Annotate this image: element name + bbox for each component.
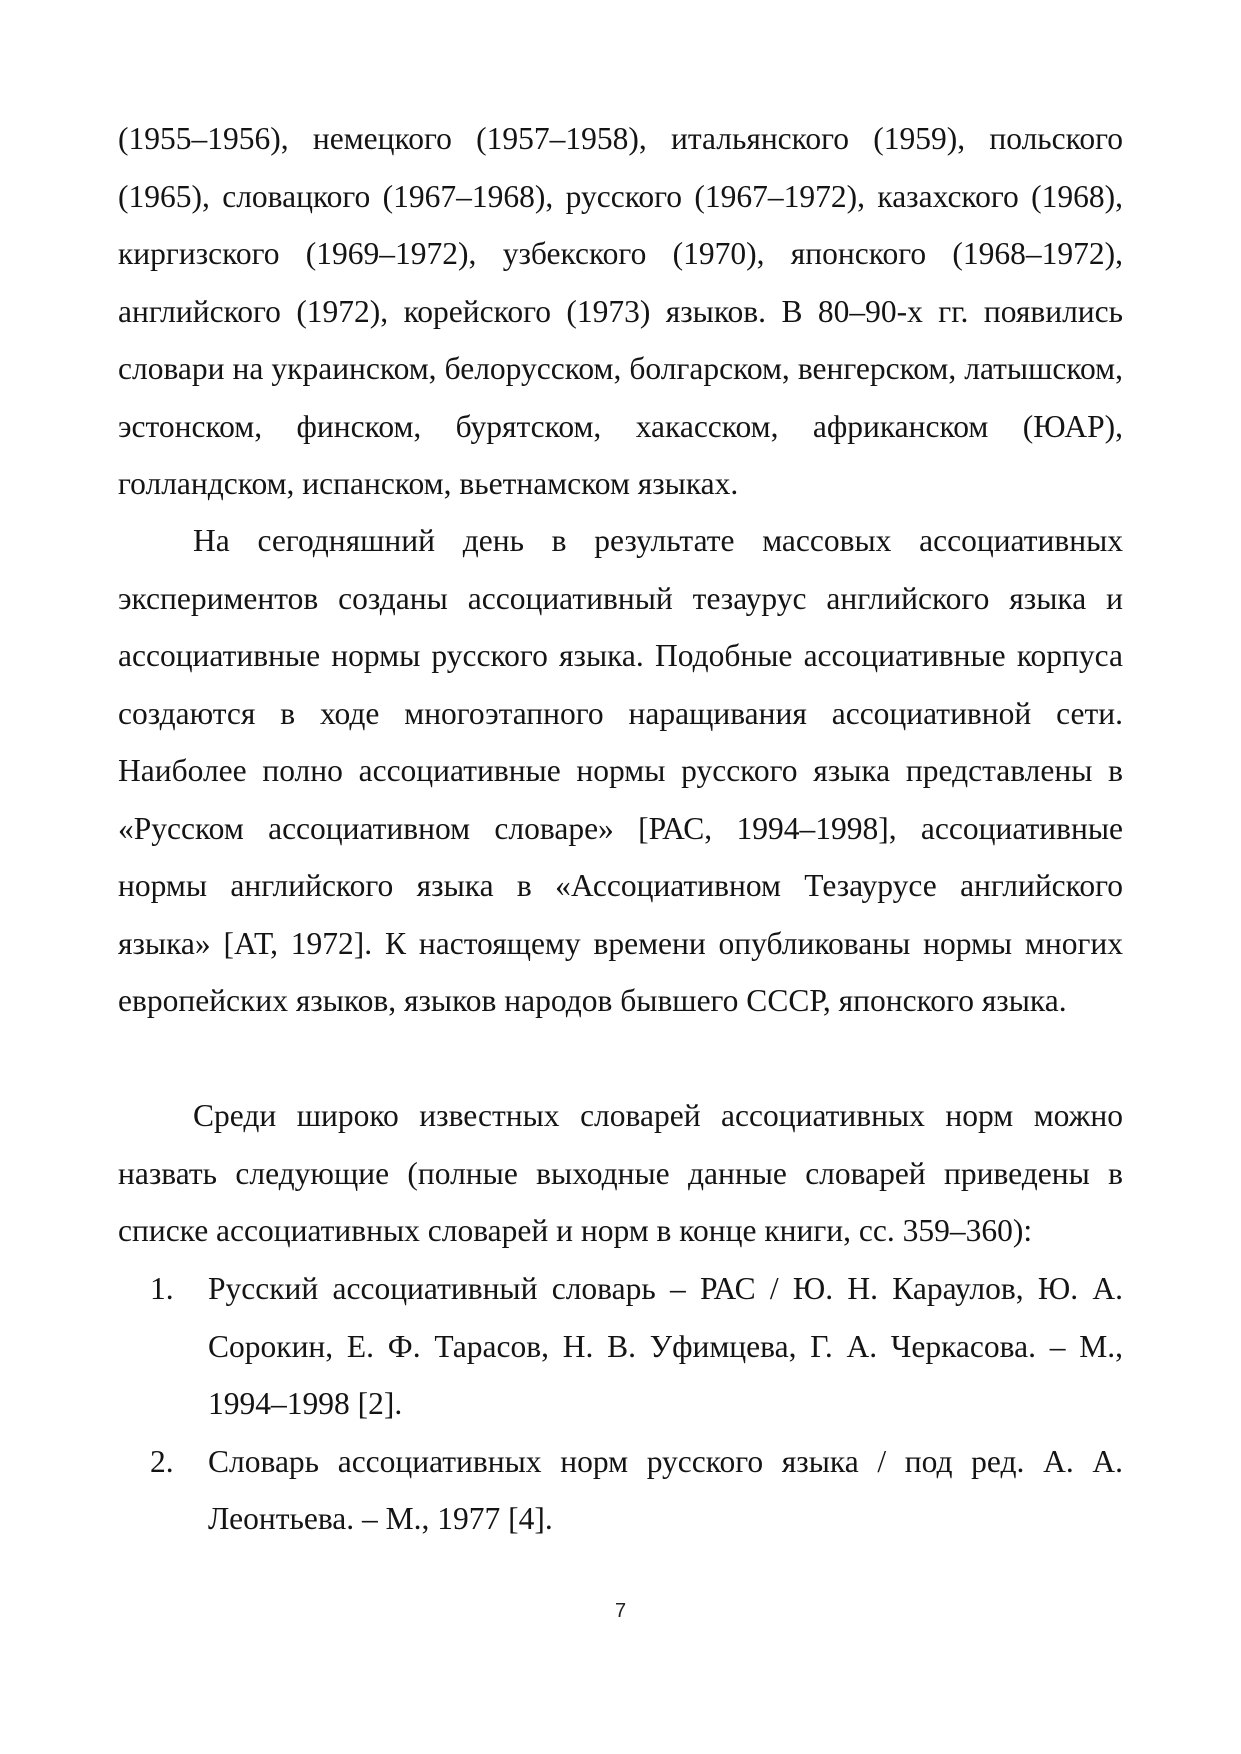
paragraph-2: На сегодняшний день в результате массовых ассоциативных экспериментов созданы ассоциативный тезаурус английского языка и ассоциативные нормы русского языка. Подобные ассоциативные корпуса создаются в ходе многоэтапного наращивания ассоциативной сети. Наиболее полно ассоциативные нормы русского языка представлены в «Русском ассоциативном словаре» [РАС, 1994–1998], ассоциативные нормы английского языка в «Ассоциативном Тезаурусе английского языка» [АТ, 1972]. К настоящему времени опубликованы нормы многих европейских языков, языков народов бывшего СССР, японского языка. [118, 523, 1123, 1018]
list-item-text: Словарь ассоциативных норм русского языка / под ред. А. А. Леонтьева. – М., 1977 [4]. [208, 1443, 1123, 1536]
paragraph-3: Среди широко известных словарей ассоциативных норм можно назвать следующие (полные выходные данные словарей приведены в списке ассоциативных словарей и норм в конце книги, сс. 359–360): [118, 1098, 1123, 1248]
paragraph-1: (1955–1956), немецкого (1957–1958), итальянского (1959), польского (1965), словацкого (1967–1968), русского (1967–1972), казахского (1968), киргизского (1969–1972), узбекского (1970), японского (1968–1972), английского (1972), корейского (1973) языков. В 80–90-х гг. появились словари на украинском, белорусском, болгарском, венгерском, латышском, эстонском, финском, бурятском, хакасском, африканском (ЮАР), голландском, испанском, вьетнамском языках. [118, 121, 1123, 501]
list-item [118, 1433, 1123, 1548]
list-item [118, 1260, 1123, 1433]
page-number: 7 [614, 1600, 627, 1622]
list-item-text: Русский ассоциативный словарь – РАС / Ю. Н. Караулов, Ю. А. Сорокин, Е. Ф. Тарасов, Н. В. Уфимцева, Г. А. Черкасова. – М., 1994–1998 [2]. [208, 1271, 1123, 1421]
list-item-number: 2. [150, 1443, 174, 1479]
dictionary-list [118, 1260, 1123, 1548]
list-item-number: 1. [150, 1271, 174, 1306]
